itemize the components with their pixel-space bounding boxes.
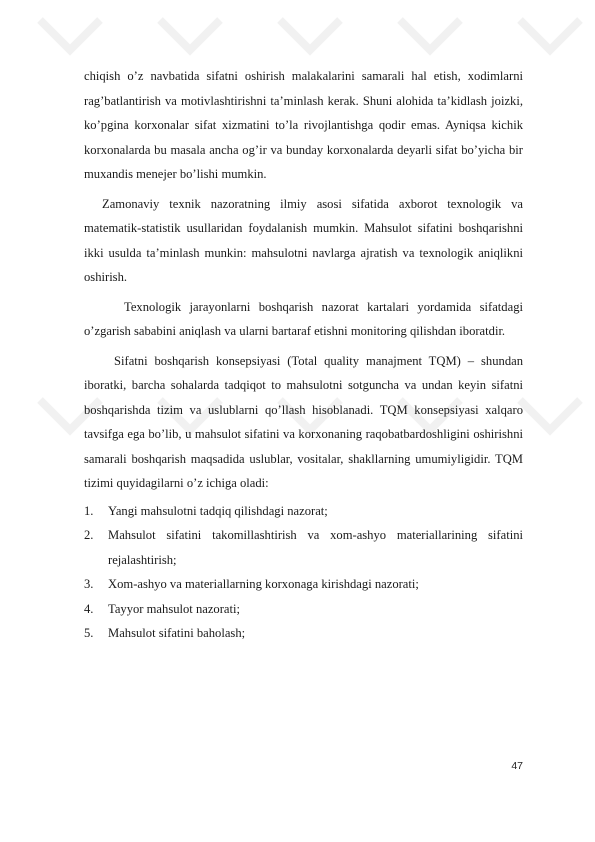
list-item-number: 2.: [84, 528, 94, 542]
list-item: [84, 621, 523, 646]
list-item-text: Mahsulot sifatini takomillashtirish va xom-ashyo materiallarining sifatini rejalashtirish;: [108, 528, 523, 567]
list-item-text: Tayyor mahsulot nazorati;: [108, 601, 241, 616]
list-item-number: 4.: [84, 601, 94, 616]
list-item-text: Mahsulot sifatini baholash;: [108, 626, 246, 640]
paragraph-1: chiqish o’z navbatida sifatni oshirish malakalarini samarali hal etish, xodimlarni rag’batlantirish va motivlashtirishni ta’minlash kerak. Shuni alohida ta’kidlash joizki, ko’pgina korxonalar sifat xizmatini to’la rivojlantishga qodir emas. Ayniqsa kichik korxonalarda bu masala ancha og’ir va bunday korxonalarda deyarli sifat bo’yicha bir muxandis menejer bo’lishi mumkin.: [84, 69, 523, 181]
list-item-number: 1.: [84, 503, 94, 518]
list-item: [84, 597, 523, 622]
page-number: 47: [511, 760, 523, 772]
list-item: [84, 572, 523, 597]
paragraph-4: Sifatni boshqarish konsepsiyasi (Total quality manajment TQM) – shundan iboratki, barcha sohalarda tadqiqot to mahsulotni sotguncha va undan keyin sifatni boshqarishda tizim va uslublarni qo’llash hisoblanadi. TQM konsepsiyasi xalqaro tavsifga ega bo’lib, u mahsulot sifatini va korxonaning raqobatbardoshligini oshirishni samarali boshqarish maqsadida uslublar, vositalar, shakllarning umumiyligidir. TQM tizimi quyidagilarni o’z ichiga oladi:: [84, 353, 523, 490]
list-item-number: 3.: [84, 577, 94, 591]
list-item: [84, 523, 523, 572]
list-item-text: Yangi mahsulotni tadqiq qilishdagi nazorat;: [108, 503, 328, 518]
paragraph-2: Zamonaviy texnik nazoratning ilmiy asosi sifatida axborot texnologik va matematik-statistik usullaridan foydalanish mumkin. Mahsulot sifatini boshqarishni ikki usulda ta’minlash munkin: mahsulotni navlarga ajratish va texnologik aniqlikni oshirish.: [84, 196, 523, 284]
tqm-list: [84, 499, 523, 646]
list-item-number: 5.: [84, 626, 94, 640]
paragraph-3: Texnologik jarayonlarni boshqarish nazorat kartalari yordamida sifatdagi o’zgarish sababini aniqlash va ularni bartaraf etishni monitoring qilishdan iboratdir.: [84, 299, 523, 338]
list-item: [84, 499, 523, 524]
body-text: [84, 64, 523, 646]
list-item-text: Xom-ashyo va materiallarning korxonaga kirishdagi nazorati;: [108, 577, 419, 591]
